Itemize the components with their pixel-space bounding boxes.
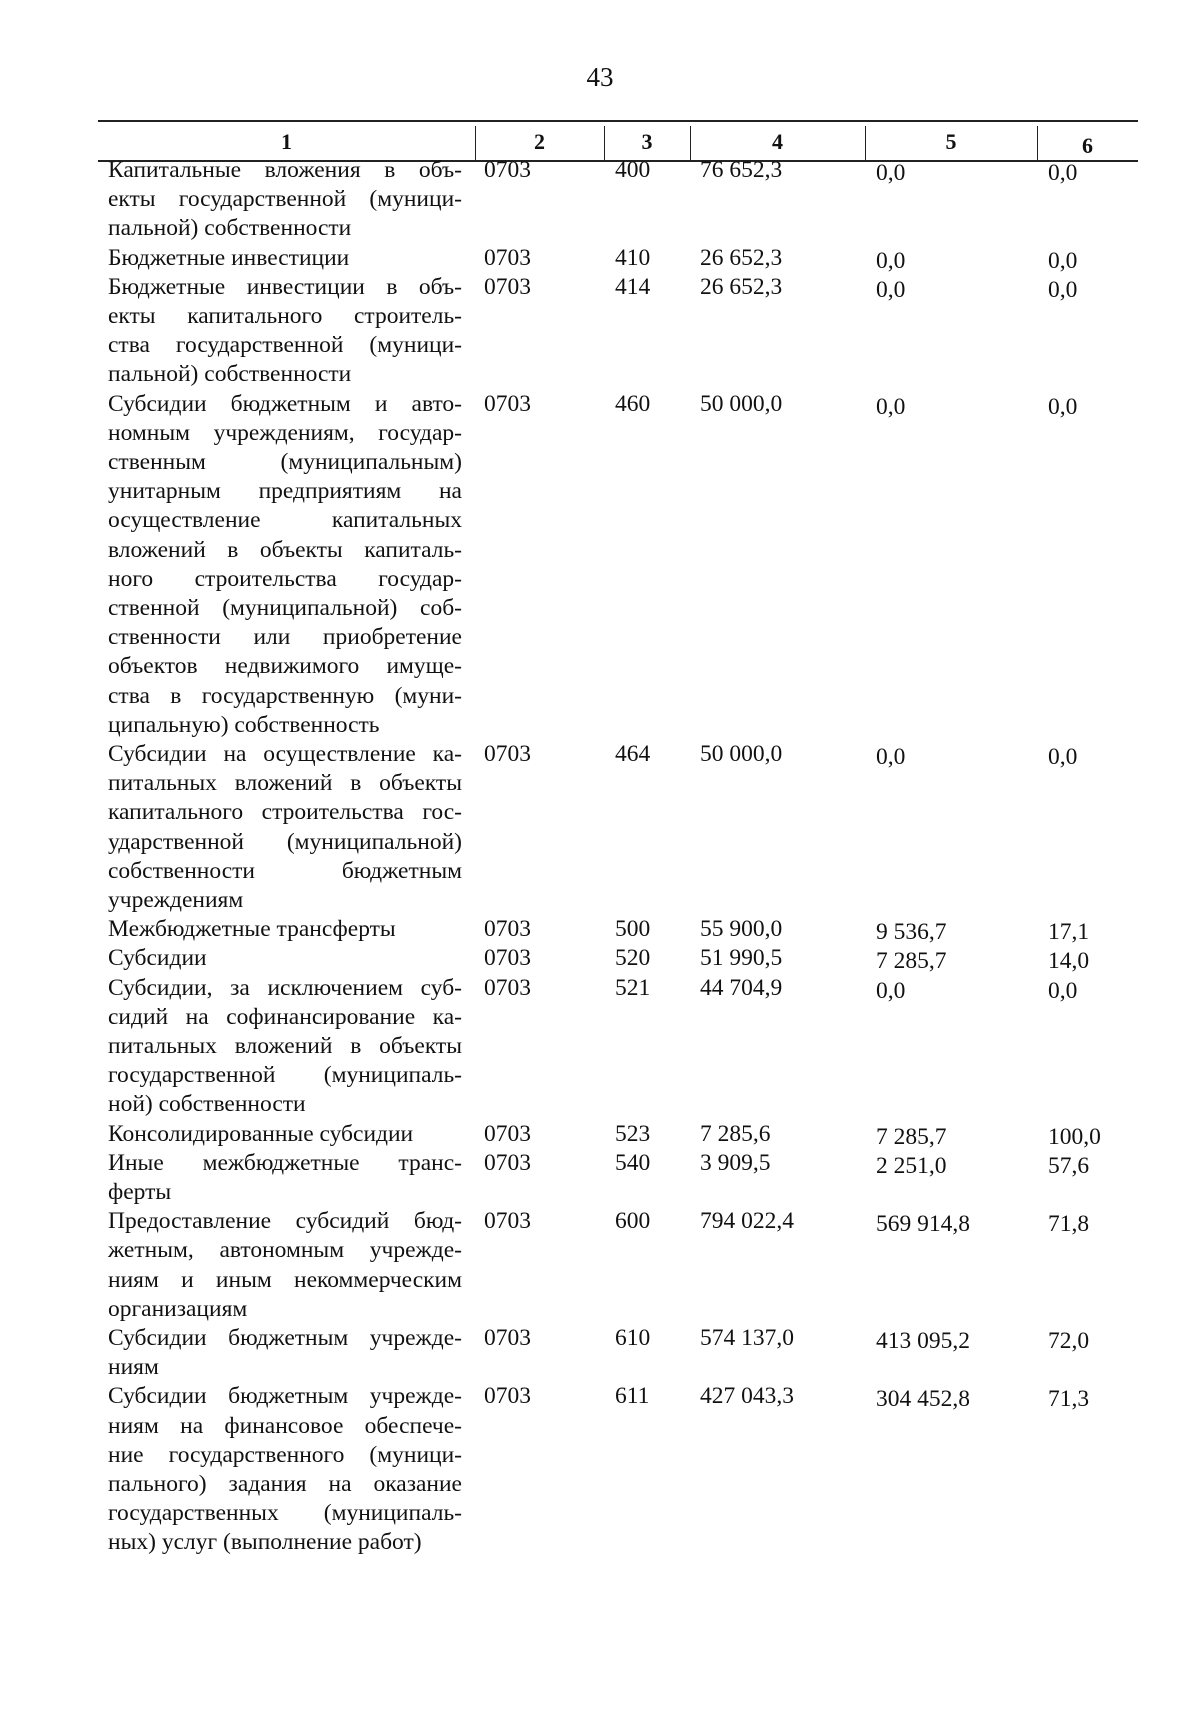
cell-c6: 0,0 xyxy=(1048,160,1078,186)
cell-c4: 44 704,9 xyxy=(700,974,783,1001)
cell-c6: 100,0 xyxy=(1048,1123,1101,1150)
cell-c3: 400 xyxy=(615,157,651,183)
description-line: Межбюджетные трансферты xyxy=(108,916,396,943)
cell-c2: 0703 xyxy=(484,945,531,972)
cell-c6: 0,0 xyxy=(1048,393,1078,420)
cell-c2: 0703 xyxy=(484,741,531,767)
cell-c2: 0703 xyxy=(484,244,531,271)
cell-c4: 794 022,4 xyxy=(700,1208,794,1235)
cell-c6: 0,0 xyxy=(1048,977,1078,1004)
description-line: пальной) собственности xyxy=(108,215,352,242)
description-line: ние государственного (муници- xyxy=(108,1441,462,1468)
description-line: вложений в объекты капиталь- xyxy=(108,536,462,563)
description-line: ниям xyxy=(108,1354,159,1381)
cell-c6: 57,6 xyxy=(1048,1152,1090,1179)
cell-c5: 0,0 xyxy=(876,744,906,770)
cell-c5: 7 285,7 xyxy=(876,1123,947,1150)
description-line: ственной (муниципальной) соб- xyxy=(108,595,462,622)
cell-c3: 600 xyxy=(615,1208,651,1235)
column-header-6: 6 xyxy=(1082,133,1093,158)
description-line: Субсидии бюджетным и авто- xyxy=(108,390,462,417)
column-header-2: 2 xyxy=(534,129,545,154)
cell-c4: 7 285,6 xyxy=(700,1120,771,1147)
row-description xyxy=(108,1120,462,1149)
row-description xyxy=(108,1382,462,1557)
row-description xyxy=(108,244,462,273)
description-line: объектов недвижимого имуще- xyxy=(108,653,462,680)
cell-c3: 464 xyxy=(615,741,651,767)
cell-c2: 0703 xyxy=(484,1383,531,1410)
cell-c2: 0703 xyxy=(484,1120,531,1147)
description-line: осуществление капитальных xyxy=(108,507,462,534)
cell-c6: 71,3 xyxy=(1048,1386,1090,1413)
cell-c4: 3 909,5 xyxy=(700,1149,771,1176)
table-header-top-rule xyxy=(98,120,1138,122)
cell-c2: 0703 xyxy=(484,390,531,417)
cell-c2: 0703 xyxy=(484,1208,531,1235)
cell-c3: 414 xyxy=(615,273,651,300)
description-line: ударственной (муниципальной) xyxy=(108,828,462,855)
cell-c2: 0703 xyxy=(484,273,531,300)
cell-c6: 14,0 xyxy=(1048,948,1090,975)
cell-c4: 55 900,0 xyxy=(700,916,783,943)
row-description xyxy=(108,1324,462,1382)
cell-c6: 0,0 xyxy=(1048,276,1078,303)
cell-c4: 50 000,0 xyxy=(700,741,783,767)
description-line: Субсидии, за исключением суб- xyxy=(108,974,462,1001)
description-line: ферты xyxy=(108,1179,172,1205)
description-line: ципальную) собственность xyxy=(108,711,380,738)
cell-c4: 50 000,0 xyxy=(700,390,783,417)
description-line: Иные межбюджетные транс- xyxy=(108,1149,462,1176)
row-description xyxy=(108,390,462,740)
cell-c3: 540 xyxy=(615,1149,651,1176)
description-line: ственности или приобретение xyxy=(108,624,462,651)
description-line: Бюджетные инвестиции xyxy=(108,244,350,271)
cell-c4: 51 990,5 xyxy=(700,945,783,972)
cell-c3: 410 xyxy=(615,244,651,271)
cell-c2: 0703 xyxy=(484,157,531,183)
description-line: питальных вложений в объекты xyxy=(108,770,462,797)
cell-c3: 500 xyxy=(615,916,651,943)
cell-c4: 574 137,0 xyxy=(700,1325,794,1351)
cell-c6: 0,0 xyxy=(1048,744,1078,770)
description-line: ства государственной (муници- xyxy=(108,332,462,359)
description-line: государственных (муниципаль- xyxy=(108,1500,462,1527)
description-line: екты капитального строитель- xyxy=(108,303,462,329)
row-description xyxy=(108,1149,462,1207)
description-line: ного строительства государ- xyxy=(108,565,462,592)
row-description xyxy=(108,915,462,944)
description-line: ной) собственности xyxy=(108,1091,306,1118)
cell-c6: 71,8 xyxy=(1048,1211,1090,1238)
cell-c4: 26 652,3 xyxy=(700,273,783,300)
description-line: Консолидированные субсидии xyxy=(108,1120,414,1147)
description-line: собственности бюджетным xyxy=(108,857,462,884)
cell-c6: 72,0 xyxy=(1048,1328,1090,1354)
description-line: учреждениям xyxy=(108,887,244,914)
cell-c3: 610 xyxy=(615,1325,651,1351)
cell-c5: 0,0 xyxy=(876,276,906,303)
cell-c5: 0,0 xyxy=(876,393,906,420)
row-description xyxy=(108,740,462,915)
row-description xyxy=(108,273,462,390)
description-line: Субсидии бюджетным учрежде- xyxy=(108,1325,462,1351)
cell-c5: 0,0 xyxy=(876,977,906,1004)
cell-c3: 521 xyxy=(615,974,651,1001)
cell-c5: 9 536,7 xyxy=(876,919,947,946)
description-line: сидий на софинансирование ка- xyxy=(108,1003,462,1030)
description-line: государственной (муниципаль- xyxy=(108,1062,462,1089)
column-header-1: 1 xyxy=(281,129,292,154)
cell-c2: 0703 xyxy=(484,916,531,943)
description-line: Субсидии xyxy=(108,945,207,972)
description-line: унитарным предприятиям на xyxy=(108,478,462,505)
cell-c2: 0703 xyxy=(484,1325,531,1351)
row-description xyxy=(108,1207,462,1324)
row-description xyxy=(108,944,462,973)
description-line: организациям xyxy=(108,1295,248,1322)
cell-c3: 523 xyxy=(615,1120,651,1147)
description-line: ства в государственную (муни- xyxy=(108,682,462,709)
description-line: капитального строительства гос- xyxy=(108,799,462,826)
cell-c3: 611 xyxy=(615,1383,650,1410)
cell-c5: 0,0 xyxy=(876,160,906,186)
column-header-3: 3 xyxy=(641,129,653,154)
description-line: пального) задания на оказание xyxy=(108,1471,462,1497)
description-line: номным учреждениям, государ- xyxy=(108,419,462,446)
cell-c4: 427 043,3 xyxy=(700,1383,794,1410)
description-line: ственным (муниципальным) xyxy=(108,449,462,475)
cell-c5: 569 914,8 xyxy=(876,1211,970,1238)
description-line: ниям на финансовое обеспече- xyxy=(108,1412,462,1439)
description-line: ниям и иным некоммерческим xyxy=(108,1266,462,1293)
cell-c2: 0703 xyxy=(484,1149,531,1176)
description-line: жетным, автономным учрежде- xyxy=(108,1237,462,1264)
cell-c4: 26 652,3 xyxy=(700,244,783,271)
cell-c4: 76 652,3 xyxy=(700,157,783,183)
column-header-5: 5 xyxy=(945,129,957,154)
cell-c6: 17,1 xyxy=(1048,919,1090,946)
description-line: питальных вложений в объекты xyxy=(108,1033,462,1059)
cell-c5: 0,0 xyxy=(876,247,906,274)
description-line: ных) услуг (выполнение работ) xyxy=(108,1529,422,1556)
cell-c5: 2 251,0 xyxy=(876,1152,947,1179)
cell-c5: 7 285,7 xyxy=(876,948,947,975)
cell-c5: 413 095,2 xyxy=(876,1328,970,1354)
cell-c5: 304 452,8 xyxy=(876,1386,970,1413)
description-line: Капитальные вложения в объ- xyxy=(108,157,462,183)
cell-c2: 0703 xyxy=(484,974,531,1001)
description-line: Бюджетные инвестиции в объ- xyxy=(108,273,462,300)
description-line: Предоставление субсидий бюд- xyxy=(108,1208,462,1235)
page-number: 43 xyxy=(586,62,614,92)
row-description xyxy=(108,974,462,1120)
cell-c3: 520 xyxy=(615,945,651,972)
description-line: Субсидии бюджетным учрежде- xyxy=(108,1383,462,1410)
column-header-4: 4 xyxy=(772,129,783,154)
cell-c3: 460 xyxy=(615,390,651,417)
cell-c6: 0,0 xyxy=(1048,247,1078,274)
description-line: екты государственной (муници- xyxy=(108,186,462,213)
description-line: пальной) собственности xyxy=(108,361,352,388)
row-description xyxy=(108,156,462,244)
description-line: Субсидии на осуществление ка- xyxy=(108,741,462,767)
